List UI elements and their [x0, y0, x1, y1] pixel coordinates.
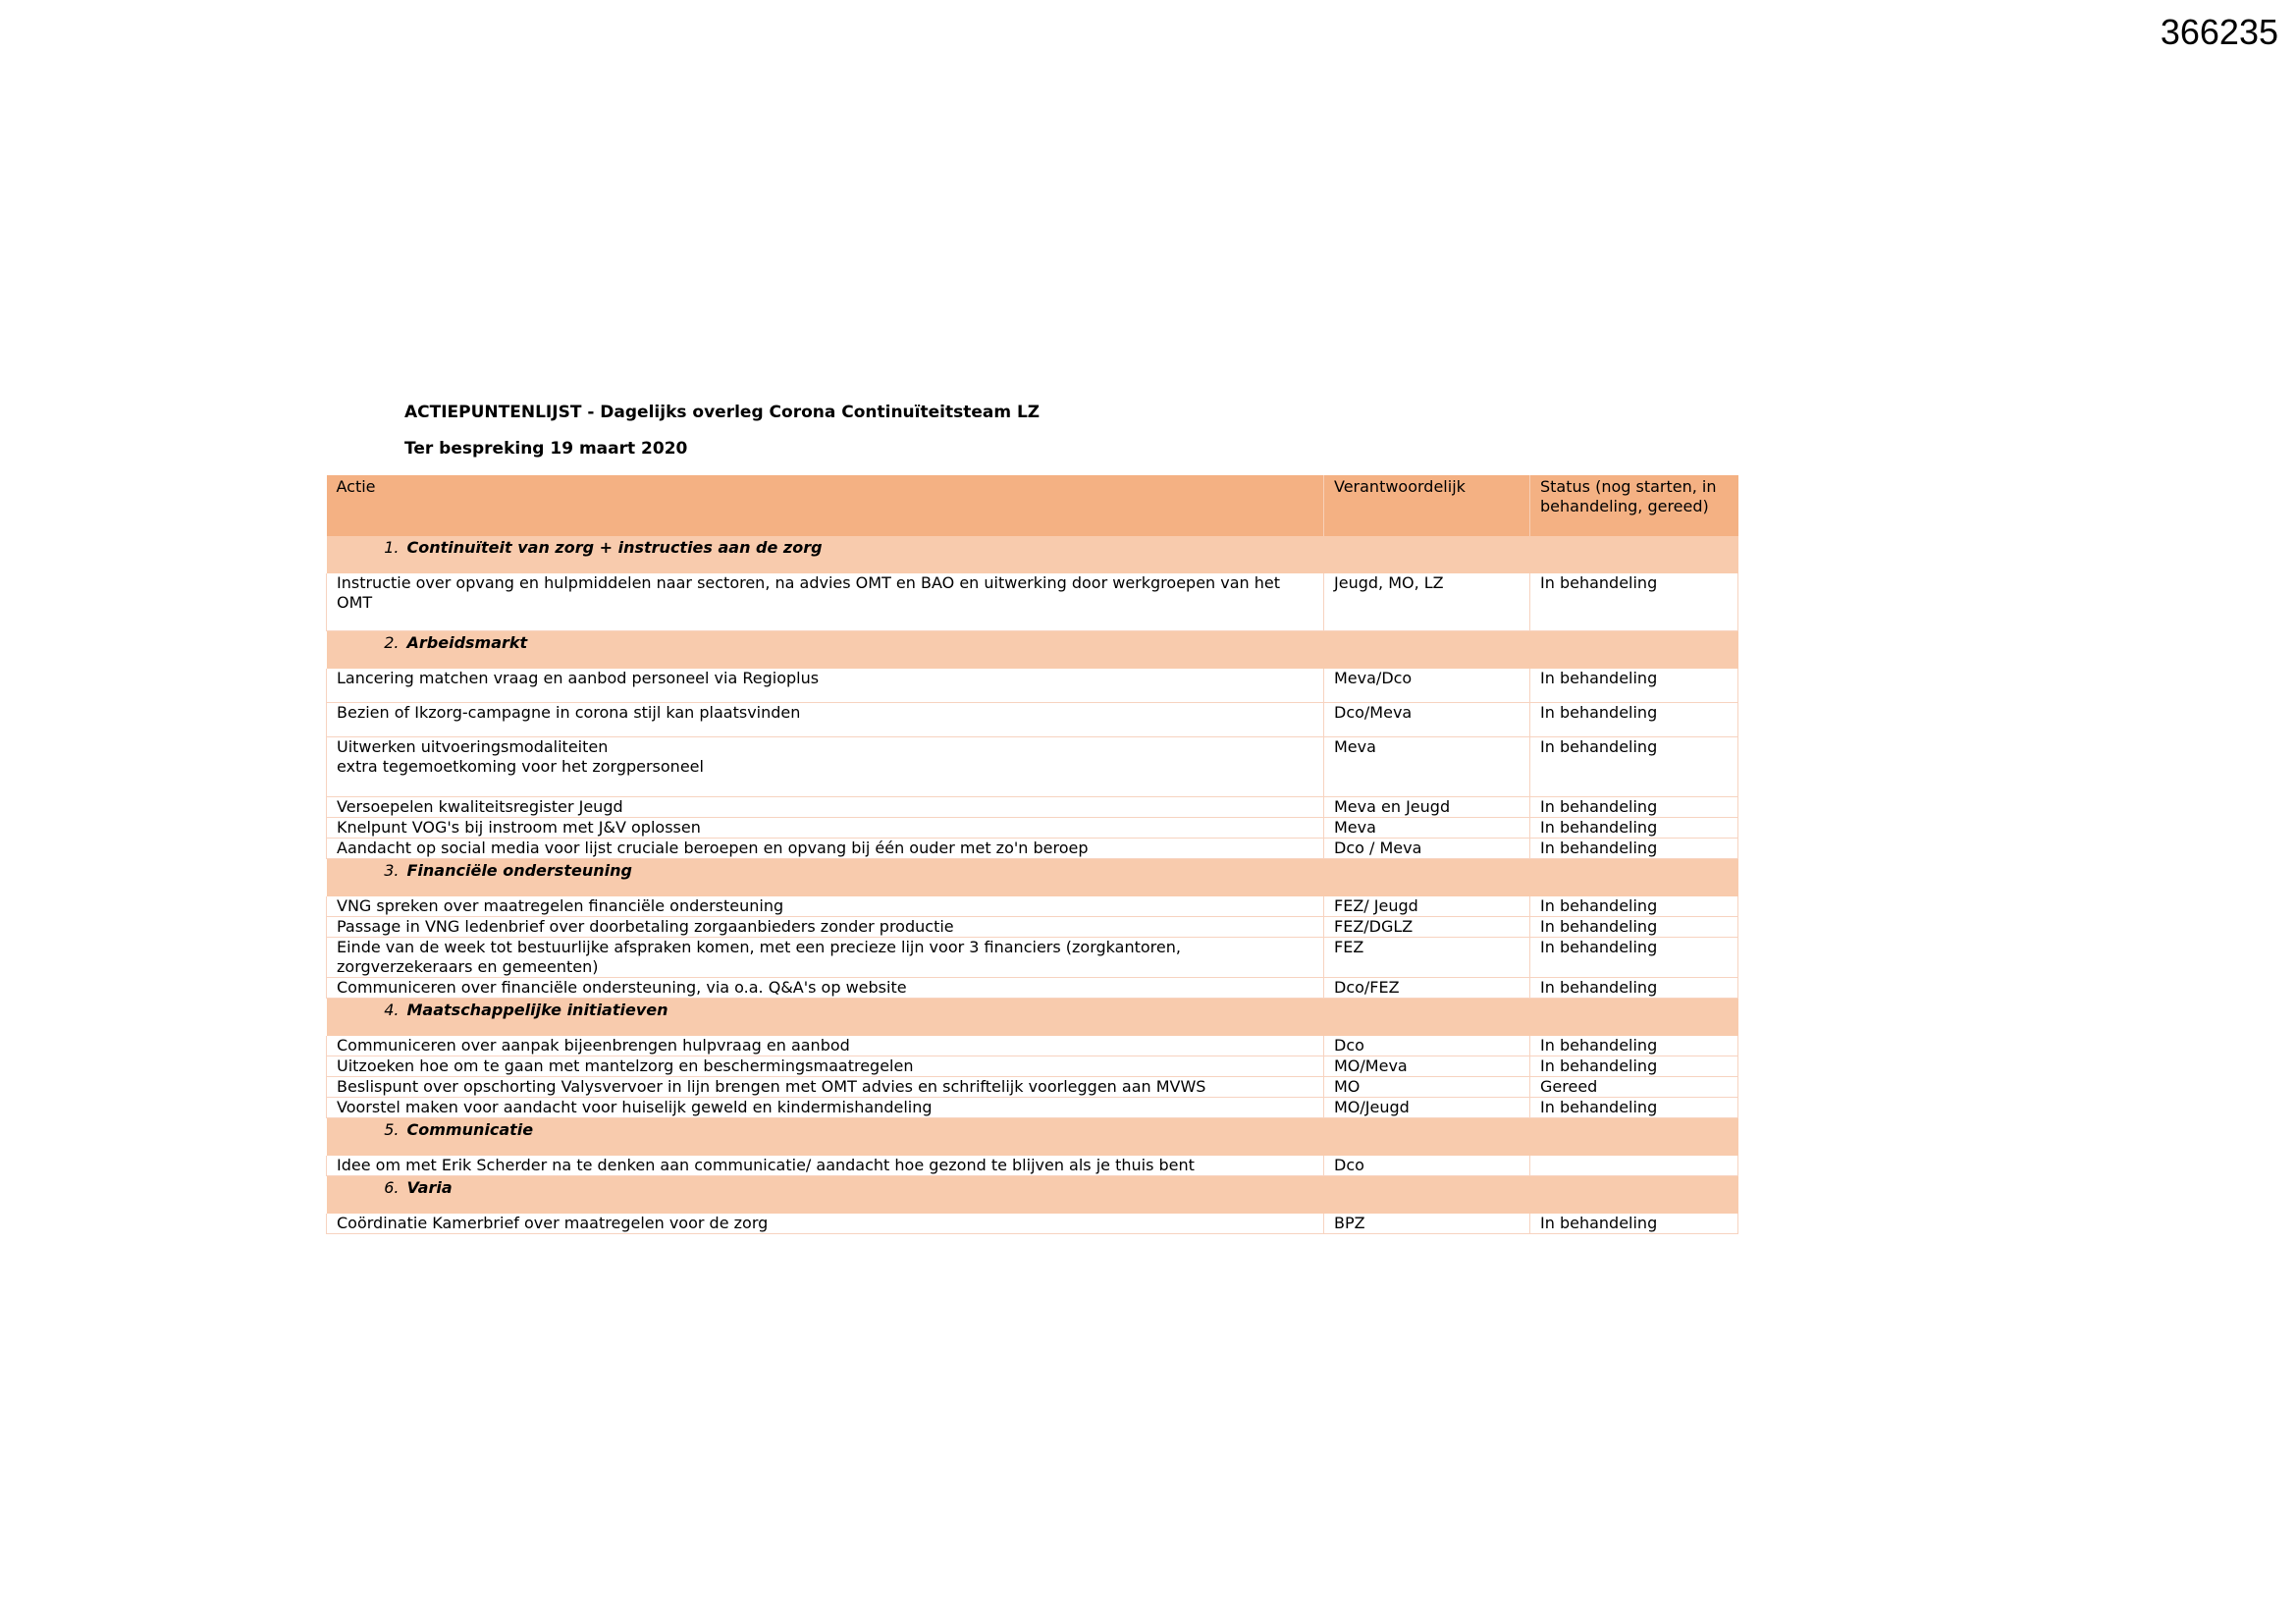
cell-status: In behandeling [1530, 896, 1738, 917]
cell-verantwoordelijk: Dco [1324, 1036, 1530, 1056]
cell-status: Gereed [1530, 1077, 1738, 1098]
section-number: 3. [384, 861, 400, 880]
table-row [327, 818, 1738, 839]
document-title: ACTIEPUNTENLIJST - Dagelijks overleg Corona Continuïteitsteam LZ [404, 403, 1041, 422]
cell-status: In behandeling [1530, 1056, 1738, 1077]
section-header-row [327, 999, 1738, 1037]
section-number: 1. [384, 538, 400, 557]
section-header-row [327, 631, 1738, 670]
section-number: 4. [384, 1001, 400, 1019]
cell-verantwoordelijk: Meva [1324, 818, 1530, 839]
table-header-row [327, 475, 1738, 536]
cell-actie: Knelpunt VOG's bij instroom met J&V oplossen [327, 818, 1324, 839]
cell-verantwoordelijk: Meva/Dco [1324, 669, 1530, 703]
cell-actie: Communiceren over financiële ondersteuning, via o.a. Q&A's op website [327, 978, 1324, 999]
cell-verantwoordelijk: BPZ [1324, 1214, 1530, 1234]
table-row [327, 573, 1738, 631]
table-row [327, 1156, 1738, 1176]
cell-verantwoordelijk: Dco [1324, 1156, 1530, 1176]
cell-actie: Idee om met Erik Scherder na te denken aan communicatie/ aandacht hoe gezond te blijven als je thuis bent [327, 1156, 1324, 1176]
section-title: Communicatie [406, 1120, 534, 1139]
cell-status: In behandeling [1530, 573, 1738, 631]
cell-verantwoordelijk: FEZ/ Jeugd [1324, 896, 1530, 917]
table-row [327, 917, 1738, 938]
section-header-cell [327, 859, 1738, 897]
cell-actie: Instructie over opvang en hulpmiddelen naar sectoren, na advies OMT en BAO en uitwerking door werkgroepen van het OMT [327, 573, 1324, 631]
cell-status: In behandeling [1530, 818, 1738, 839]
table-row [327, 1214, 1738, 1234]
section-number: 5. [384, 1120, 400, 1139]
cell-actie: Coördinatie Kamerbrief over maatregelen voor de zorg [327, 1214, 1324, 1234]
cell-status: In behandeling [1530, 938, 1738, 978]
cell-status: In behandeling [1530, 1098, 1738, 1118]
cell-actie: VNG spreken over maatregelen financiële ondersteuning [327, 896, 1324, 917]
section-header-cell [327, 536, 1738, 573]
table-row [327, 797, 1738, 818]
column-header-status: Status (nog starten, in behandeling, gereed) [1530, 475, 1738, 536]
table-row [327, 896, 1738, 917]
cell-verantwoordelijk: Meva [1324, 737, 1530, 797]
action-items-table [326, 475, 1738, 1234]
section-title: Financiële ondersteuning [406, 861, 632, 880]
section-title: Continuïteit van zorg + instructies aan de zorg [406, 538, 823, 557]
document-number: 366235 [2160, 12, 2278, 52]
section-header-cell [327, 1176, 1738, 1215]
cell-actie: Communiceren over aanpak bijeenbrengen hulpvraag en aanbod [327, 1036, 1324, 1056]
section-header-row [327, 859, 1738, 897]
cell-status: In behandeling [1530, 703, 1738, 737]
cell-actie: Passage in VNG ledenbrief over doorbetaling zorgaanbieders zonder productie [327, 917, 1324, 938]
cell-verantwoordelijk: Jeugd, MO, LZ [1324, 573, 1530, 631]
cell-verantwoordelijk: Dco / Meva [1324, 839, 1530, 859]
cell-actie: Uitwerken uitvoeringsmodaliteiten extra tegemoetkoming voor het zorgpersoneel [327, 737, 1324, 797]
section-title: Maatschappelijke initiatieven [406, 1001, 668, 1019]
cell-actie: Versoepelen kwaliteitsregister Jeugd [327, 797, 1324, 818]
column-header-verantwoordelijk: Verantwoordelijk [1324, 475, 1530, 536]
cell-status: In behandeling [1530, 797, 1738, 818]
cell-actie: Lancering matchen vraag en aanbod personeel via Regioplus [327, 669, 1324, 703]
cell-status: In behandeling [1530, 1036, 1738, 1056]
section-number: 6. [384, 1178, 400, 1197]
table-body [327, 536, 1738, 1234]
section-header-row [327, 1118, 1738, 1157]
cell-verantwoordelijk: MO/Meva [1324, 1056, 1530, 1077]
cell-status: In behandeling [1530, 737, 1738, 797]
section-title: Varia [406, 1178, 453, 1197]
cell-status [1530, 1156, 1738, 1176]
section-number: 2. [384, 633, 400, 652]
cell-status: In behandeling [1530, 917, 1738, 938]
section-header-cell [327, 1118, 1738, 1157]
section-header-row [327, 536, 1738, 573]
cell-verantwoordelijk: MO [1324, 1077, 1530, 1098]
cell-actie: Voorstel maken voor aandacht voor huiselijk geweld en kindermishandeling [327, 1098, 1324, 1118]
table-row [327, 737, 1738, 797]
table-row [327, 703, 1738, 737]
cell-actie: Aandacht op social media voor lijst cruciale beroepen en opvang bij één ouder met zo'n beroep [327, 839, 1324, 859]
table-row [327, 839, 1738, 859]
section-title: Arbeidsmarkt [406, 633, 528, 652]
cell-actie: Uitzoeken hoe om te gaan met mantelzorg en beschermingsmaatregelen [327, 1056, 1324, 1077]
table-row [327, 1056, 1738, 1077]
cell-actie: Bezien of Ikzorg-campagne in corona stijl kan plaatsvinden [327, 703, 1324, 737]
section-header-cell [327, 631, 1738, 670]
cell-verantwoordelijk: FEZ/DGLZ [1324, 917, 1530, 938]
cell-verantwoordelijk: Dco/FEZ [1324, 978, 1530, 999]
section-header-cell [327, 999, 1738, 1037]
document-subtitle: Ter bespreking 19 maart 2020 [404, 439, 688, 459]
table-row [327, 978, 1738, 999]
cell-status: In behandeling [1530, 669, 1738, 703]
cell-actie: Beslispunt over opschorting Valysvervoer in lijn brengen met OMT advies en schriftelijk voorleggen aan MVWS [327, 1077, 1324, 1098]
section-header-row [327, 1176, 1738, 1215]
cell-status: In behandeling [1530, 978, 1738, 999]
table-row [327, 1098, 1738, 1118]
cell-verantwoordelijk: FEZ [1324, 938, 1530, 978]
table-row [327, 1077, 1738, 1098]
cell-actie: Einde van de week tot bestuurlijke afspraken komen, met een precieze lijn voor 3 financiers (zorgkantoren, zorgverzekeraars en gemeenten) [327, 938, 1324, 978]
cell-verantwoordelijk: Dco/Meva [1324, 703, 1530, 737]
column-header-actie: Actie [327, 475, 1324, 536]
cell-status: In behandeling [1530, 1214, 1738, 1234]
cell-verantwoordelijk: MO/Jeugd [1324, 1098, 1530, 1118]
table-row [327, 1036, 1738, 1056]
cell-status: In behandeling [1530, 839, 1738, 859]
table-row [327, 669, 1738, 703]
table-row [327, 938, 1738, 978]
cell-verantwoordelijk: Meva en Jeugd [1324, 797, 1530, 818]
